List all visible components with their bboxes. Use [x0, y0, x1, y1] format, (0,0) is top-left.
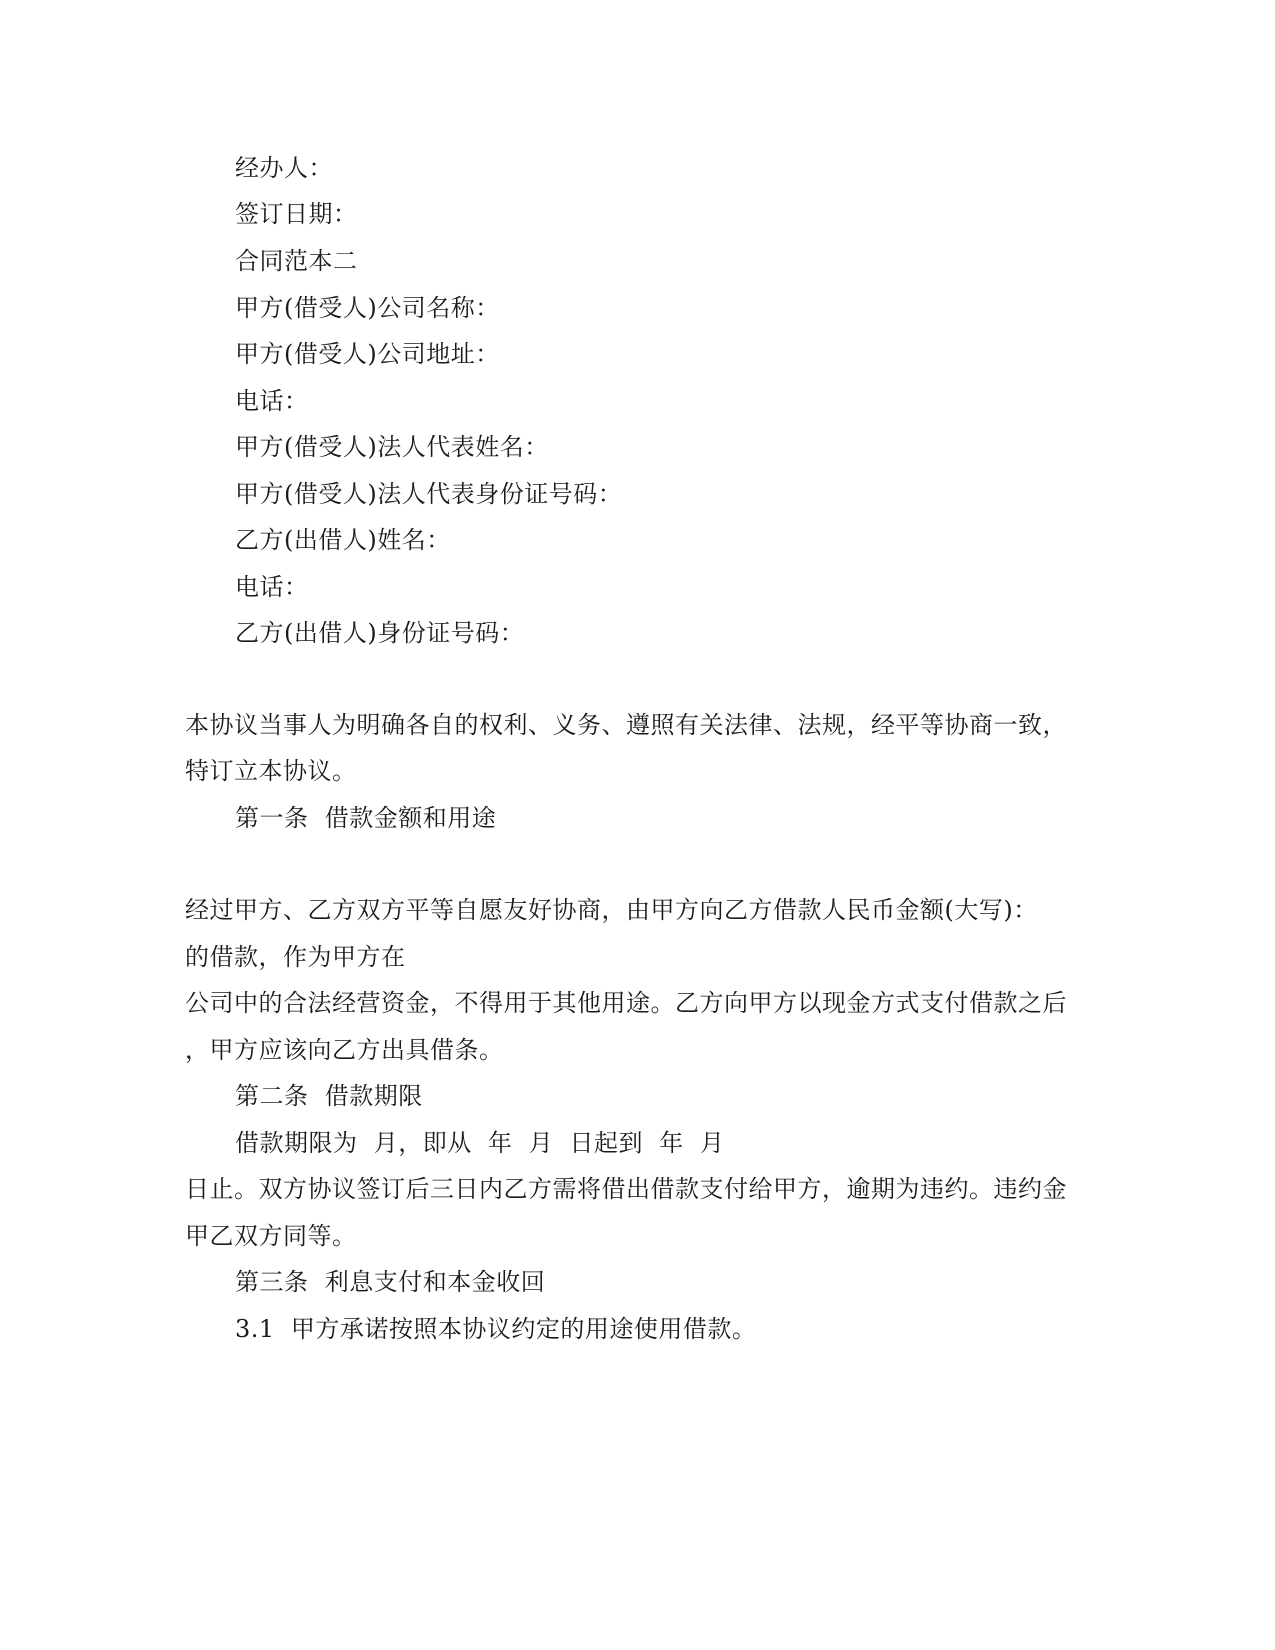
- field-sign-date: 签订日期：: [235, 200, 358, 228]
- field-legal-rep-name: 甲方(借受人)法人代表姓名：: [235, 433, 549, 461]
- article3-clause-1: 3.1 甲方承诺按照本协议约定的用途使用借款。: [235, 1315, 757, 1343]
- field-lender-name: 乙方(出借人)姓名：: [235, 526, 451, 554]
- preamble-line-2: 特订立本协议。: [185, 757, 357, 785]
- article1-line-4: ，甲方应该向乙方出具借条。: [185, 1036, 504, 1064]
- article1-title: 第一条 借款金额和用途: [235, 804, 497, 832]
- field-company-address: 甲方(借受人)公司地址：: [235, 340, 500, 368]
- contract-template-title: 合同范本二: [235, 247, 358, 275]
- article1-line-3: 公司中的合法经营资金，不得用于其他用途。乙方向甲方以现金方式支付借款之后: [185, 989, 1067, 1017]
- article1-line-2: 的借款，作为甲方在: [185, 943, 406, 971]
- article2-line-2: 日止。双方协议签订后三日内乙方需将借出借款支付给甲方，逾期为违约。违约金: [185, 1175, 1067, 1203]
- field-lender-id: 乙方(出借人)身份证号码：: [235, 619, 525, 647]
- field-handler: 经办人：: [235, 154, 333, 182]
- article2-line-1: 借款期限为 月，即从 年 月 日起到 年 月: [235, 1129, 725, 1157]
- field-phone-a: 电话：: [235, 387, 309, 415]
- article2-line-3: 甲乙双方同等。: [185, 1222, 357, 1250]
- article2-title: 第二条 借款期限: [235, 1082, 423, 1110]
- field-company-name: 甲方(借受人)公司名称：: [235, 294, 500, 322]
- article3-title: 第三条 利息支付和本金收回: [235, 1268, 546, 1296]
- article1-line-1: 经过甲方、乙方双方平等自愿友好协商，由甲方向乙方借款人民币金额(大写)：: [185, 896, 1038, 924]
- field-phone-b: 电话：: [235, 573, 309, 601]
- field-legal-rep-id: 甲方(借受人)法人代表身份证号码：: [235, 480, 623, 508]
- preamble-line-1: 本协议当事人为明确各自的权利、义务、遵照有关法律、法规，经平等协商一致，: [185, 711, 1067, 739]
